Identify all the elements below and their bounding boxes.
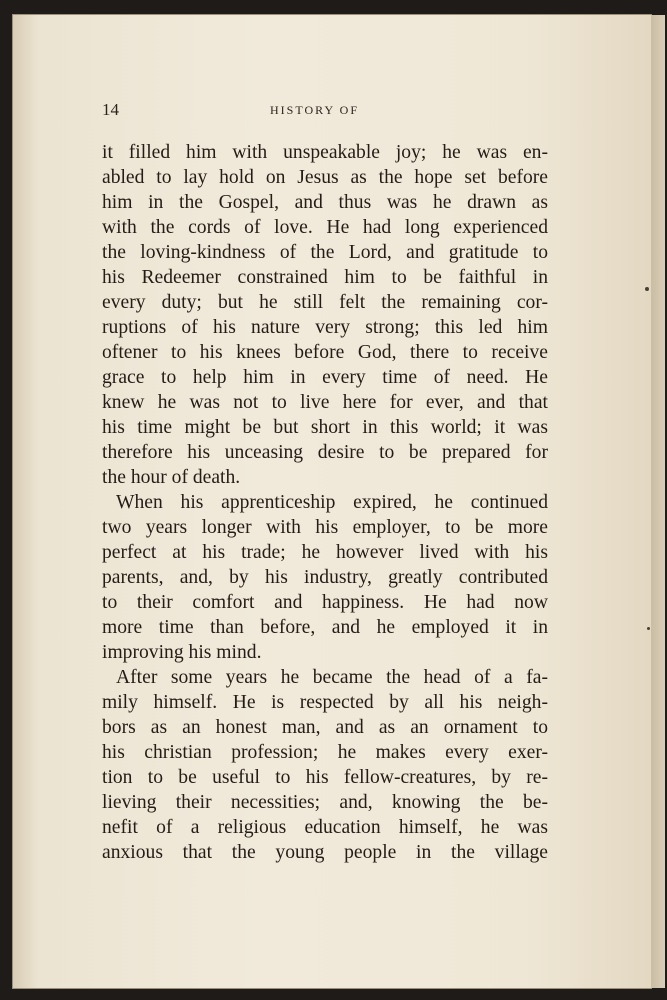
text-line: improving his mind. [102, 642, 262, 663]
text-line: After some years he became the head of a fa- [116, 667, 548, 688]
page-header [102, 100, 548, 124]
text-line: every duty; but he still felt the remaining cor- [102, 292, 548, 313]
text-line: mily himself. He is respected by all his neigh- [102, 692, 548, 713]
running-head: HISTORY OF [270, 103, 360, 117]
text-line: anxious that the young people in the village [102, 842, 548, 863]
text-line: to their comfort and happiness. He had now [102, 592, 548, 613]
text-line: more time than before, and he employed it in [102, 617, 548, 638]
text-line: nefit of a religious education himself, he was [102, 817, 548, 838]
text-line: When his apprenticeship expired, he continued [116, 492, 548, 513]
text-line: the loving-kindness of the Lord, and gratitude to [102, 242, 548, 263]
text-line: it filled him with unspeakable joy; he was en- [102, 142, 548, 163]
ink-speck [645, 287, 649, 291]
text-line: ruptions of his nature very strong; this led him [102, 317, 548, 338]
text-line: lieving their necessities; and, knowing the be- [102, 792, 548, 813]
text-line: oftener to his knees before God, there to receive [102, 342, 548, 363]
text-line: his christian profession; he makes every exer- [102, 742, 548, 763]
text-line: knew he was not to live here for ever, and that [102, 392, 548, 413]
text-line: two years longer with his employer, to be more [102, 517, 548, 538]
text-line: parents, and, by his industry, greatly contributed [102, 567, 548, 588]
page-number: 14 [102, 100, 119, 119]
text-line: grace to help him in every time of need. He [102, 367, 548, 388]
ink-speck [647, 627, 650, 630]
text-line: his Redeemer constrained him to be faithful in [102, 267, 548, 288]
text-line: bors as an honest man, and as an ornament to [102, 717, 548, 738]
text-line: therefore his unceasing desire to be prepared for [102, 442, 548, 463]
text-line: with the cords of love. He had long experienced [102, 217, 548, 238]
text-line: perfect at his trade; he however lived with his [102, 542, 548, 563]
text-line: abled to lay hold on Jesus as the hope set before [102, 167, 548, 188]
text-line: his time might be but short in this world; it was [102, 417, 548, 438]
text-line: tion to be useful to his fellow-creatures, by re- [102, 767, 548, 788]
text-line: him in the Gospel, and thus was he drawn as [102, 192, 548, 213]
text-line: the hour of death. [102, 467, 241, 488]
body-text [102, 140, 548, 865]
